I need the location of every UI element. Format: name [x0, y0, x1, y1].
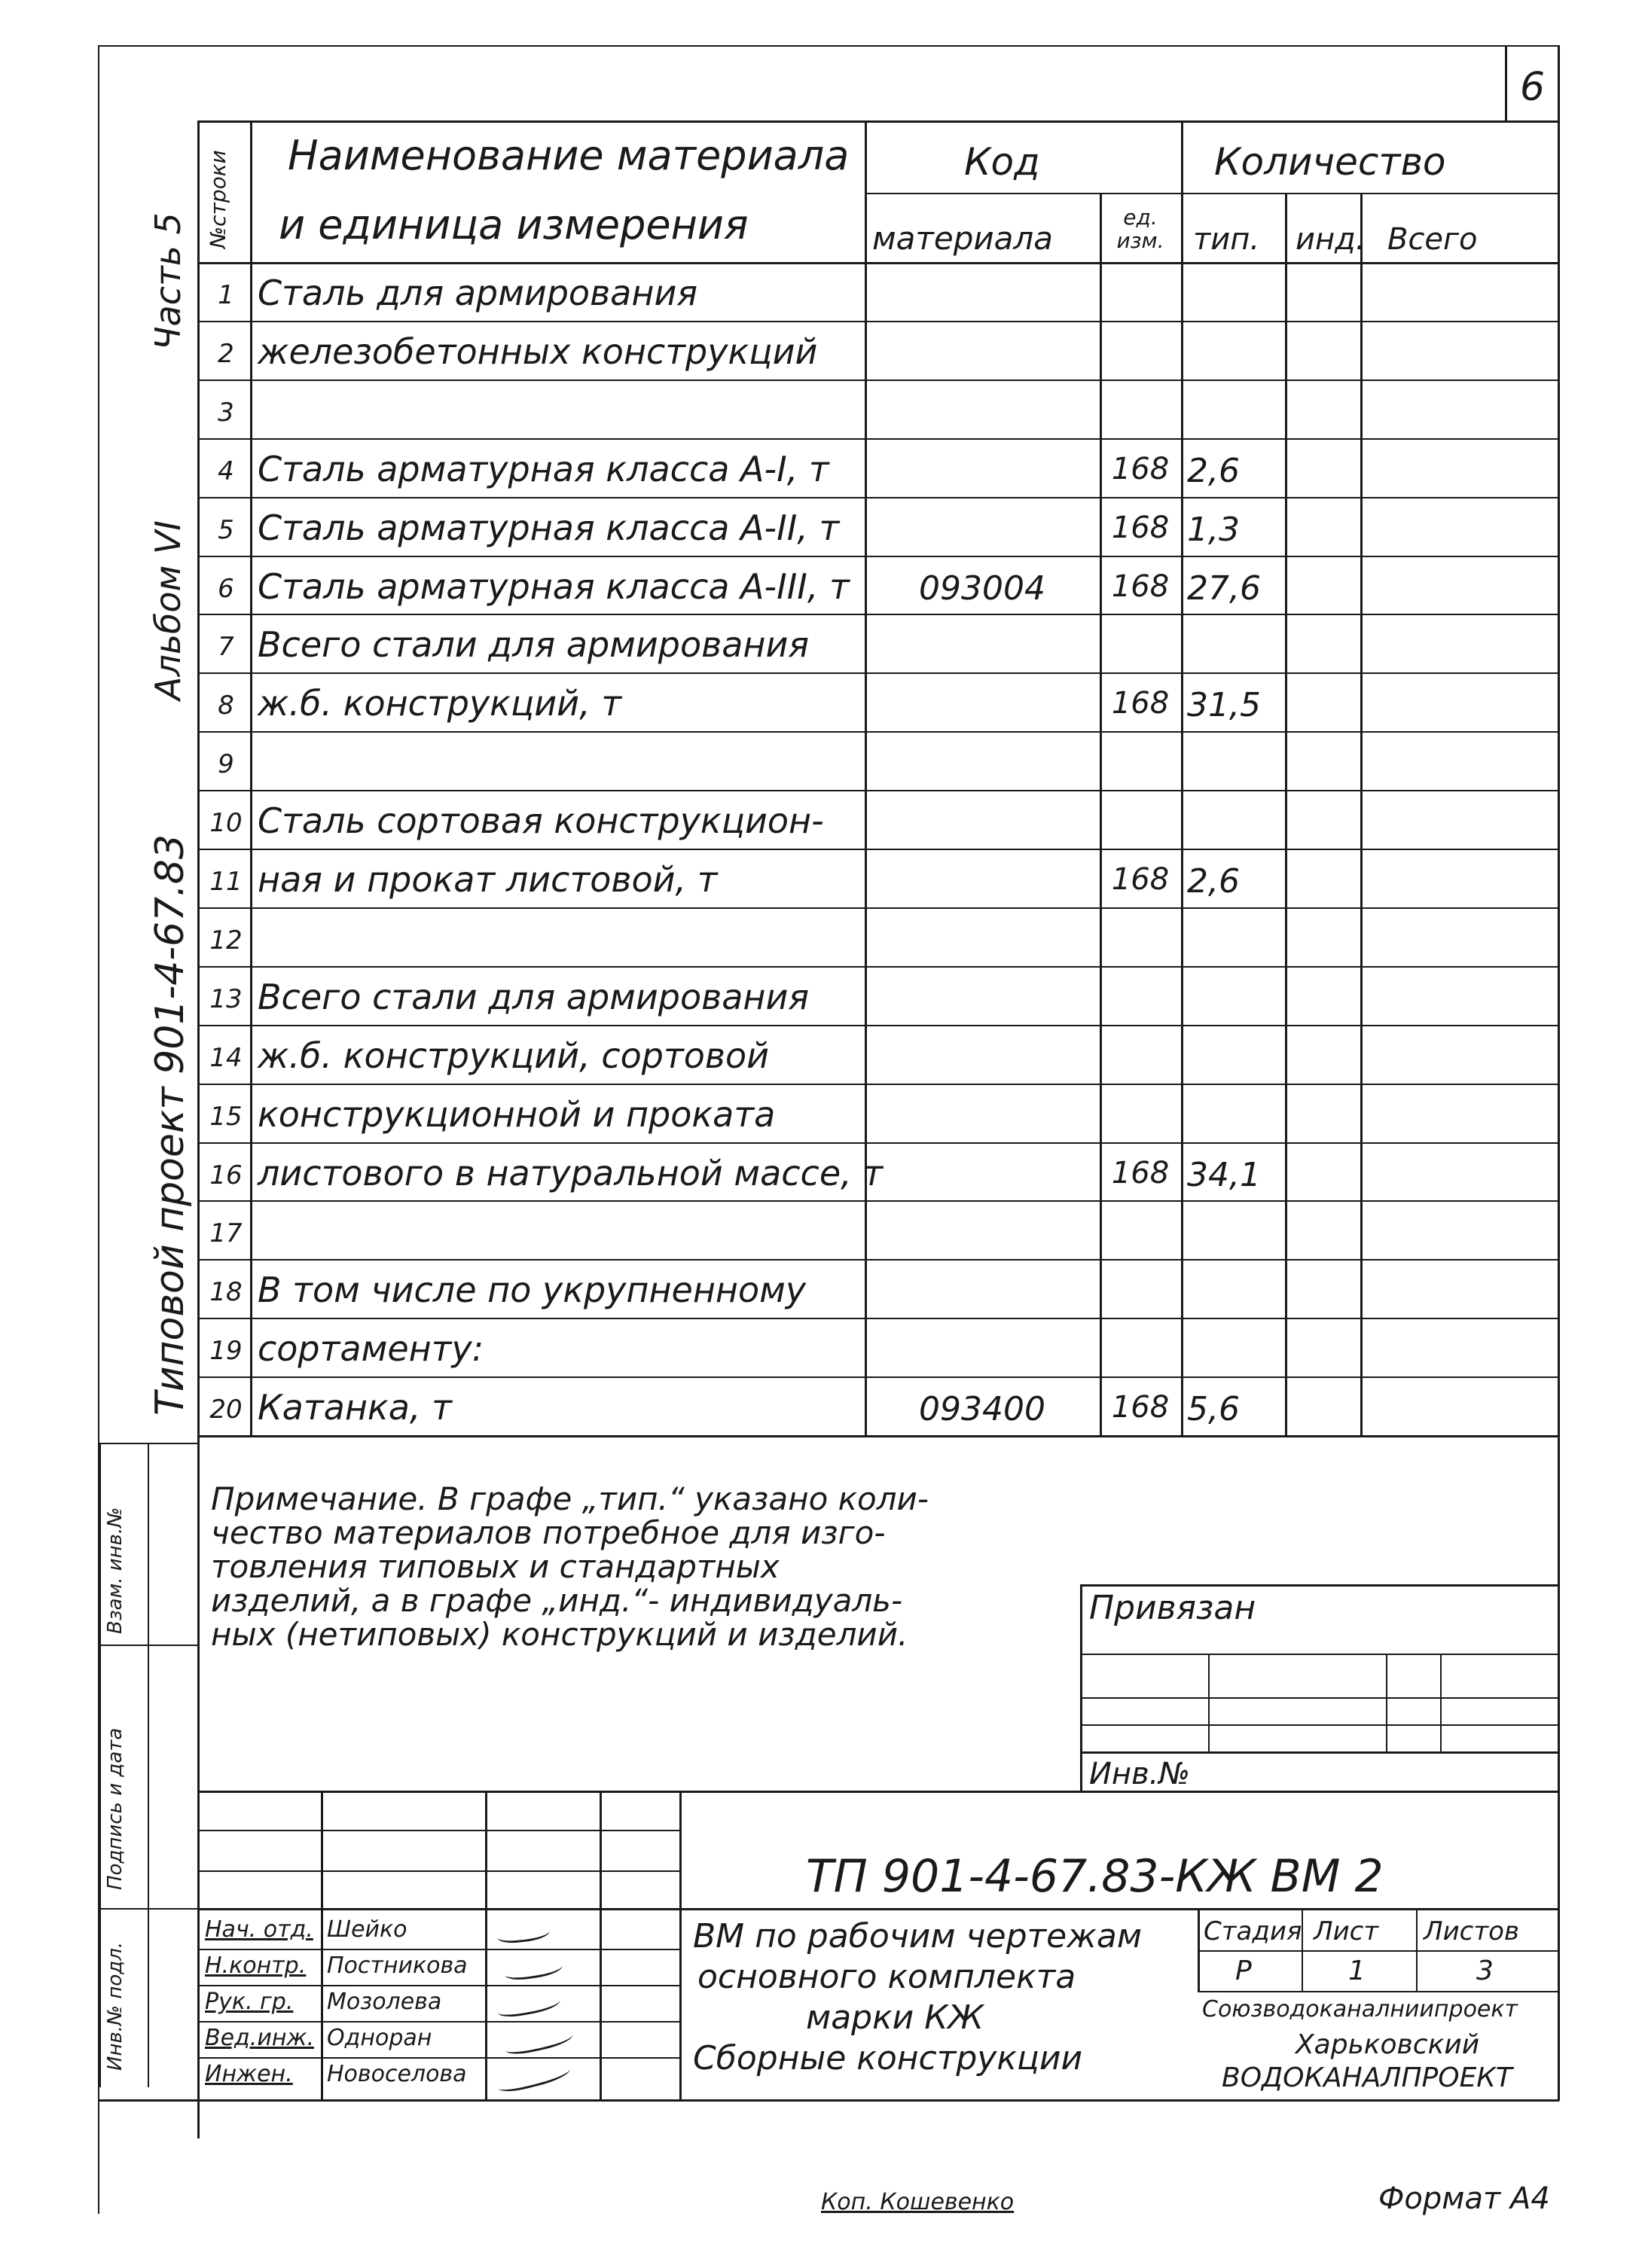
stamp-inv-podl: Инв.№ подл. — [104, 1941, 127, 2071]
header-name-line1: Наименование материала — [288, 132, 850, 179]
row-material-name: Сталь для армирования — [258, 273, 698, 313]
title-col-date — [679, 1791, 682, 2099]
title-top-line — [197, 1791, 1558, 1793]
row-number: 5 — [218, 514, 234, 545]
row-number: 13 — [209, 983, 243, 1014]
note-line: изделий, а в графе „инд.“- индивидуаль- — [211, 1582, 903, 1619]
row-qty-tip: 2,6 — [1187, 451, 1240, 490]
row-separator — [197, 1376, 1558, 1378]
row-number: 18 — [209, 1277, 243, 1308]
binding-line-2 — [1080, 1697, 1558, 1699]
title-description-line: марки КЖ — [806, 1998, 984, 2037]
stamp-podpis-data: Подпись и дата — [104, 1727, 127, 1890]
row-unit-code: 168 — [1111, 1155, 1170, 1190]
row-number: 8 — [218, 690, 234, 721]
title-col-name — [485, 1791, 487, 2099]
stamp-vzam-inv: Взам. инв.№ — [104, 1507, 127, 1634]
title-col-sign — [600, 1791, 602, 2099]
row-number: 1 — [218, 280, 234, 310]
row-separator — [197, 966, 1558, 968]
organization-line: ВОДОКАНАЛПРОЕКТ — [1222, 2062, 1512, 2093]
main-bottom-line — [98, 2099, 1559, 2102]
row-number: 10 — [209, 808, 243, 839]
sheets-label: Листов — [1424, 1916, 1520, 1946]
row-number: 15 — [209, 1101, 243, 1132]
binding-col-1 — [1208, 1654, 1210, 1751]
signer-name: Новоселова — [327, 2061, 467, 2087]
title-mid-line — [197, 1908, 1558, 1910]
binding-top-line — [1080, 1584, 1558, 1587]
row-qty-tip: 31,5 — [1187, 686, 1261, 725]
row-separator — [197, 1318, 1558, 1319]
table-bottom-line — [197, 1435, 1558, 1437]
row-material-name: Сталь сортовая конструкцион- — [258, 800, 824, 842]
note-line: чество материалов потребное для изго- — [211, 1514, 886, 1551]
signer-separator — [197, 1949, 679, 1950]
main-right-line — [1558, 45, 1560, 2101]
row-number: 7 — [218, 632, 234, 663]
row-number: 6 — [218, 573, 234, 604]
title-stage-line — [1198, 1950, 1558, 1952]
row-qty-tip: 34,1 — [1187, 1155, 1261, 1194]
sheet-label: Лист — [1314, 1916, 1379, 1946]
row-separator — [197, 1142, 1558, 1144]
row-number: 17 — [209, 1218, 243, 1249]
row-number: 12 — [209, 925, 243, 956]
side-project-label: Типовой проект 901-4-67.83 — [148, 834, 193, 1416]
stamp-sep-3 — [99, 1908, 197, 1910]
binding-privyazan: Привязан — [1089, 1589, 1256, 1627]
header-quantity: Количество — [1214, 140, 1446, 184]
signer-name: Одноран — [327, 2025, 432, 2051]
row-material-code: 093004 — [919, 569, 1045, 608]
header-sub-line — [865, 193, 1558, 194]
signer-separator — [197, 1985, 679, 1986]
row-material-name: Катанка, т — [258, 1387, 452, 1428]
row-number: 3 — [218, 397, 234, 428]
row-number: 4 — [218, 456, 234, 486]
header-name-line2: и единица измерения — [279, 201, 749, 248]
binding-col-2 — [1386, 1654, 1387, 1751]
row-number: 11 — [209, 867, 243, 897]
organization-line: Союзводоканалниипроект — [1202, 1996, 1518, 2023]
row-qty-tip: 27,6 — [1187, 569, 1261, 608]
note-line: ных (нетиповых) конструкций и изделий. — [211, 1616, 908, 1653]
sheets-value: 3 — [1476, 1956, 1494, 1986]
row-separator — [197, 380, 1558, 381]
signer-role: Вед.инж. — [205, 2025, 314, 2051]
header-bottom-line — [197, 262, 1558, 264]
table-top-line — [197, 120, 1558, 123]
row-material-code: 093400 — [919, 1390, 1045, 1429]
row-separator — [197, 672, 1558, 674]
header-code-material: материала — [872, 220, 1054, 257]
row-unit-code: 168 — [1111, 1390, 1170, 1425]
binding-line-1 — [1080, 1654, 1558, 1655]
row-separator — [197, 849, 1558, 850]
signer-name: Шейко — [327, 1916, 407, 1943]
page-number: 6 — [1520, 65, 1546, 110]
row-material-name: железобетонных конструкций — [258, 331, 818, 372]
row-separator — [197, 497, 1558, 498]
row-separator — [197, 790, 1558, 791]
note-line: Примечание. В графе „тип.“ указано коли- — [211, 1480, 929, 1517]
row-number: 9 — [218, 749, 234, 780]
side-part-label: Часть 5 — [148, 212, 188, 350]
note-line: товления типовых и стандартных — [211, 1548, 780, 1585]
row-unit-code: 168 — [1111, 451, 1170, 486]
footer-format: Формат А4 — [1378, 2181, 1550, 2216]
title-description-line: основного комплекта — [697, 1958, 1076, 1996]
row-separator — [197, 321, 1558, 322]
stage-value: Р — [1235, 1956, 1252, 1986]
organization-line: Харьковский — [1296, 2029, 1480, 2060]
row-unit-code: 168 — [1111, 686, 1170, 721]
title-description-line: Сборные конструкции — [693, 2039, 1083, 2077]
row-material-name: листового в натуральной массе, т — [258, 1152, 884, 1193]
row-qty-tip: 5,6 — [1187, 1390, 1240, 1429]
row-material-name: Сталь арматурная класса А-III, т — [258, 565, 850, 607]
row-separator — [197, 556, 1558, 557]
binding-inv-no: Инв.№ — [1089, 1757, 1190, 1791]
title-left-line-b — [197, 1870, 679, 1872]
title-col-role — [321, 1791, 323, 2099]
frame-top-line — [98, 45, 1559, 47]
row-unit-code: 168 — [1111, 569, 1170, 604]
signer-name: Постникова — [327, 1952, 468, 1979]
row-number: 19 — [209, 1336, 243, 1367]
row-material-name: ная и прокат листовой, т — [258, 859, 718, 900]
row-qty-tip: 1,3 — [1187, 510, 1240, 549]
title-description-line: ВМ по рабочим чертежам — [693, 1917, 1143, 1956]
row-separator — [197, 438, 1558, 440]
row-material-name: ж.б. конструкций, т — [258, 683, 622, 724]
binding-col-3 — [1440, 1654, 1442, 1751]
title-left-line-a — [197, 1830, 679, 1831]
row-material-name: Сталь арматурная класса А-II, т — [258, 507, 840, 548]
row-material-name: В том числе по укрупненному — [258, 1270, 807, 1311]
side-album-label: Альбом VI — [148, 520, 188, 700]
stage-label: Стадия — [1204, 1916, 1302, 1946]
col-name-sep — [865, 120, 867, 1435]
col-unit-sep — [1181, 120, 1183, 1435]
signer-name: Мозолева — [327, 1989, 442, 2015]
stamp-sep-2 — [99, 1645, 197, 1646]
row-separator — [197, 907, 1558, 909]
row-separator — [197, 1084, 1558, 1085]
sheet-value: 1 — [1348, 1956, 1366, 1986]
signer-role: Инжен. — [205, 2061, 293, 2087]
stamp-mid-line — [148, 1443, 149, 2087]
header-qty-total: Всего — [1387, 222, 1478, 257]
signer-separator — [197, 2021, 679, 2023]
row-unit-code: 168 — [1111, 510, 1170, 545]
row-separator — [197, 1025, 1558, 1026]
row-separator — [197, 1259, 1558, 1261]
row-separator — [197, 614, 1558, 615]
row-separator — [197, 731, 1558, 733]
row-number: 20 — [209, 1395, 243, 1425]
stamp-sep-1 — [99, 1443, 197, 1444]
row-material-name: ж.б. конструкций, сортовой — [258, 1035, 770, 1076]
row-material-name: Сталь арматурная класса А-I, т — [258, 448, 829, 489]
signer-role: Нач. отд. — [205, 1916, 313, 1943]
title-col-sheets — [1416, 1908, 1418, 1991]
row-material-name: сортаменту: — [258, 1328, 484, 1370]
title-col-stage — [1198, 1908, 1200, 1991]
header-code-unit: ед. изм. — [1116, 205, 1164, 253]
row-material-name: Всего стали для армирования — [258, 624, 810, 666]
row-number: 16 — [209, 1160, 243, 1190]
title-stage-line-2 — [1198, 1991, 1558, 1992]
signer-role: Рук. гр. — [205, 1989, 294, 2015]
page-number-box-line — [1505, 45, 1507, 120]
signer-separator — [197, 2057, 679, 2059]
signer-role: Н.контр. — [205, 1952, 307, 1979]
row-number: 2 — [218, 338, 234, 369]
document-code: ТП 901-4-67.83-КЖ ВМ 2 — [806, 1850, 1384, 1903]
row-unit-code: 168 — [1111, 862, 1170, 897]
header-qty-tip: тип. — [1193, 222, 1260, 257]
col-row-sep — [250, 120, 252, 1435]
footer-copied: Коп. Кошевенко — [821, 2189, 1015, 2215]
row-separator — [197, 1200, 1558, 1202]
main-left-line — [197, 120, 200, 2138]
row-material-name: конструкционной и проката — [258, 1093, 776, 1135]
binding-line-4 — [1080, 1751, 1558, 1754]
row-qty-tip: 2,6 — [1187, 862, 1240, 901]
binding-line-3 — [1080, 1724, 1558, 1726]
binding-left-line — [1080, 1584, 1082, 1791]
header-row-number: №строки — [206, 150, 230, 248]
stamp-left-line — [99, 1443, 101, 2087]
header-code: Код — [964, 140, 1040, 184]
row-number: 14 — [209, 1042, 243, 1073]
row-material-name: Всего стали для армирования — [258, 976, 810, 1017]
header-qty-ind: инд. — [1296, 222, 1366, 257]
